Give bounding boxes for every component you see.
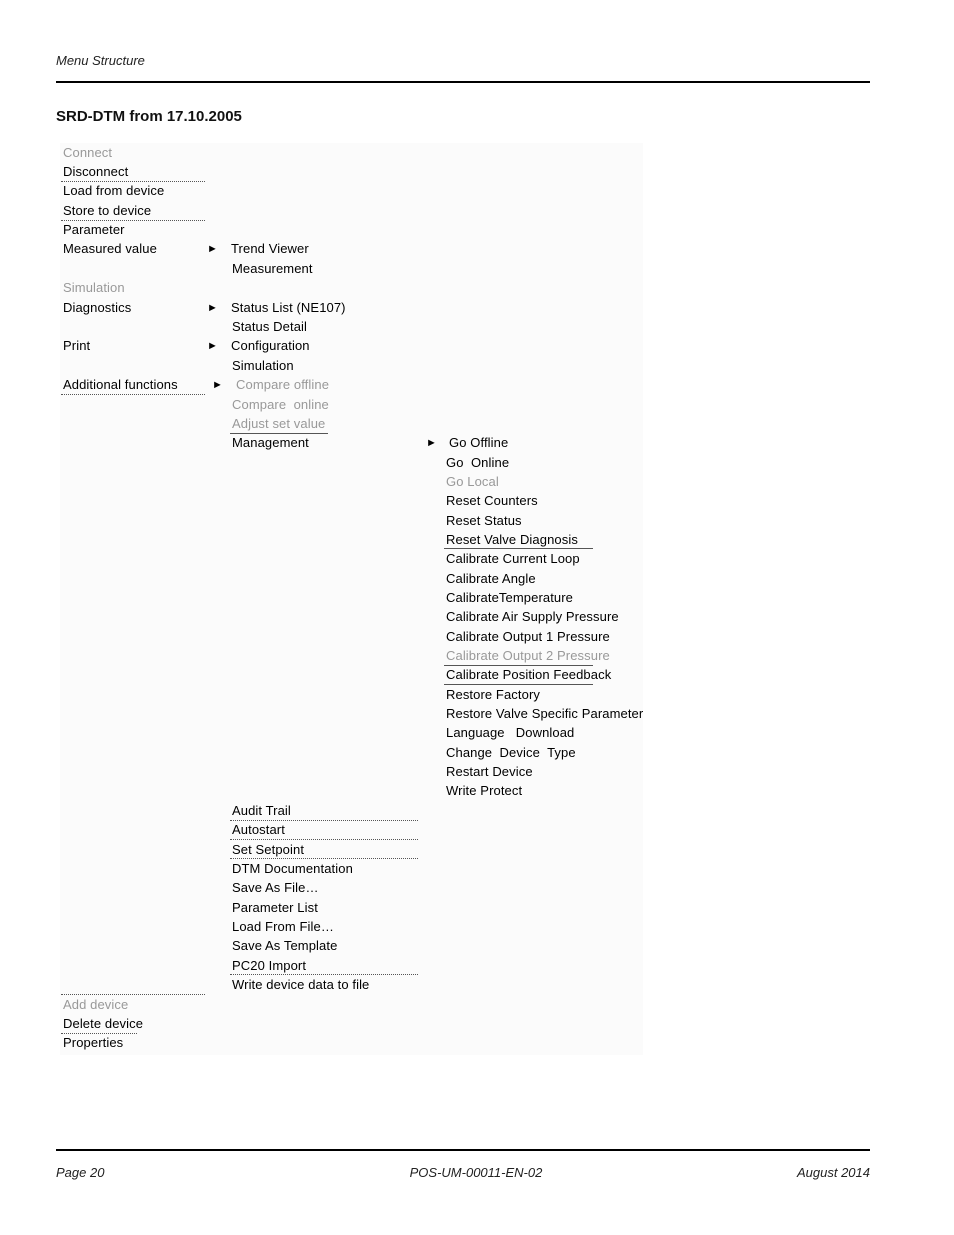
menu-item-dtm-documentation[interactable]: DTM Documentation (232, 861, 353, 876)
menu-separator (61, 994, 205, 995)
menu-item-measurement[interactable]: Measurement (232, 261, 313, 276)
menu-separator (230, 858, 418, 859)
menu-item-calibrate-output-2: Calibrate Output 2 Pressure (446, 648, 610, 663)
menu-item-change-device-type[interactable]: Change Device Type (446, 745, 576, 760)
menu-item-additional-functions[interactable]: Additional functions (63, 377, 178, 392)
menu-item-management[interactable]: Management (232, 435, 309, 450)
menu-item-print-simulation[interactable]: Simulation (232, 358, 294, 373)
menu-item-calibrate-output-1[interactable]: Calibrate Output 1 Pressure (446, 629, 610, 644)
menu-item-measured-value[interactable]: Measured value (63, 241, 157, 256)
menu-item-adjust-set-value: Adjust set value (232, 416, 326, 431)
menu-separator (444, 684, 593, 685)
menu-item-properties[interactable]: Properties (63, 1035, 124, 1050)
menu-item-compare-online: Compare online (232, 397, 329, 412)
submenu-arrow-icon: ► (207, 302, 218, 314)
submenu-arrow-icon: ► (212, 379, 223, 391)
menu-item-restart-device[interactable]: Restart Device (446, 764, 533, 779)
menu-item-parameter-list[interactable]: Parameter List (232, 900, 318, 915)
document-id: POS-UM-00011-EN-02 (409, 1165, 543, 1180)
menu-item-compare-offline: Compare offline (236, 377, 330, 392)
menu-item-set-setpoint[interactable]: Set Setpoint (232, 842, 305, 857)
menu-item-go-offline[interactable]: Go Offline (449, 435, 509, 450)
menu-item-load-from-device[interactable]: Load from device (63, 183, 165, 198)
menu-item-write-device-data[interactable]: Write device data to file (232, 977, 370, 992)
page-number: Page 20 (56, 1165, 105, 1180)
menu-separator (230, 974, 418, 975)
submenu-arrow-icon: ► (426, 437, 437, 449)
header-rule (56, 81, 870, 83)
menu-item-load-from-file[interactable]: Load From File… (232, 919, 334, 934)
menu-item-autostart[interactable]: Autostart (232, 822, 285, 837)
menu-item-pc20-import[interactable]: PC20 Import (232, 958, 307, 973)
menu-item-parameter[interactable]: Parameter (63, 222, 125, 237)
menu-item-write-protect[interactable]: Write Protect (446, 783, 523, 798)
menu-item-restore-valve-specific[interactable]: Restore Valve Specific Parameter (446, 706, 644, 721)
section-title: SRD-DTM from 17.10.2005 (56, 108, 242, 125)
publication-date: August 2014 (796, 1165, 870, 1180)
menu-item-calibrate-temperature[interactable]: CalibrateTemperature (446, 590, 574, 605)
menu-item-go-online[interactable]: Go Online (446, 455, 510, 470)
menu-item-restore-factory[interactable]: Restore Factory (446, 687, 540, 702)
menu-item-reset-status[interactable]: Reset Status (446, 513, 522, 528)
menu-item-configuration[interactable]: Configuration (231, 338, 310, 353)
menu-item-reset-valve-diagnosis[interactable]: Reset Valve Diagnosis (446, 532, 578, 547)
menu-item-go-local: Go Local (446, 474, 499, 489)
menu-item-print[interactable]: Print (63, 338, 91, 353)
menu-item-calibrate-air-supply[interactable]: Calibrate Air Supply Pressure (446, 609, 619, 624)
menu-item-status-detail[interactable]: Status Detail (232, 319, 308, 334)
menu-item-calibrate-position-feedback[interactable]: Calibrate Position Feedback (446, 667, 612, 682)
menu-item-delete-device[interactable]: Delete device (63, 1016, 144, 1031)
footer-rule (56, 1149, 870, 1151)
menu-item-language-download[interactable]: Language Download (446, 725, 575, 740)
menu-item-calibrate-current-loop[interactable]: Calibrate Current Loop (446, 551, 580, 566)
menu-item-save-as-template[interactable]: Save As Template (232, 938, 338, 953)
menu-item-reset-counters[interactable]: Reset Counters (446, 493, 538, 508)
submenu-arrow-icon: ► (207, 340, 218, 352)
menu-separator (444, 548, 593, 549)
menu-separator (230, 839, 418, 840)
menu-separator (61, 394, 205, 395)
menu-item-add-device: Add device (63, 997, 129, 1012)
menu-item-status-list[interactable]: Status List (NE107) (231, 300, 346, 315)
menu-item-connect: Connect (63, 145, 113, 160)
menu-item-audit-trail[interactable]: Audit Trail (232, 803, 291, 818)
running-header: Menu Structure (56, 53, 145, 68)
menu-item-save-as-file[interactable]: Save As File… (232, 880, 319, 895)
menu-item-store-to-device[interactable]: Store to device (63, 203, 152, 218)
menu-item-calibrate-angle[interactable]: Calibrate Angle (446, 571, 536, 586)
menu-item-disconnect[interactable]: Disconnect (63, 164, 129, 179)
menu-item-diagnostics[interactable]: Diagnostics (63, 300, 132, 315)
menu-item-simulation: Simulation (63, 280, 125, 295)
submenu-arrow-icon: ► (207, 243, 218, 255)
menu-item-trend-viewer[interactable]: Trend Viewer (231, 241, 309, 256)
